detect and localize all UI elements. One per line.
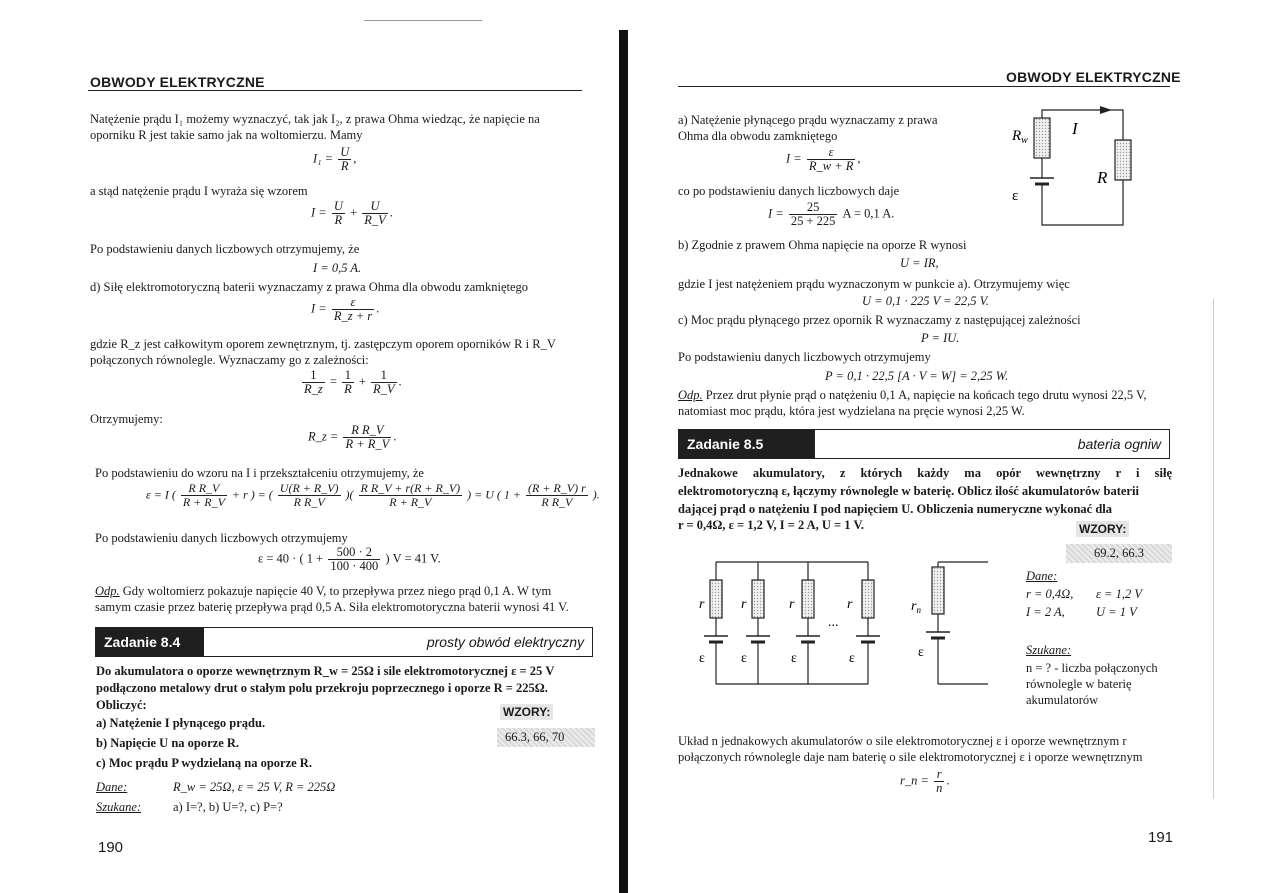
answer: samym czasie przez baterię przepływa prąd 0,5 A. Siła elektromotoryczna baterii wynosi 41 V. bbox=[95, 600, 569, 614]
label-r: r bbox=[699, 597, 705, 612]
label-r: r bbox=[847, 597, 853, 612]
label-i: I bbox=[1072, 119, 1078, 138]
equation-power-numeric: P = 0,1 · 22,5 [A · V = W] = 2,25 W. bbox=[825, 369, 1009, 383]
paragraph: połączonych równolegle daje nam baterię o sile elektromotorycznej ε i oporze wewnętrznym bbox=[678, 750, 1143, 764]
equation-current: I = $\frac{\varepsilon}{R\_w + R}$ , bbox=[786, 145, 861, 173]
right-page-header: OBWODY ELEKTRYCZNE bbox=[1006, 69, 1181, 85]
equation-emf-numeric: ε = 40 · ( 1 + $\frac{500 \cdot 2}{100 \cdot 400}$ ) V = 41 V. bbox=[258, 545, 441, 573]
equation-ohm: U = IR, bbox=[900, 256, 939, 270]
answer: natomiast moc prądu, która jest wydzielana na pręcie wynosi 2,25 W. bbox=[678, 404, 1025, 418]
left-page bbox=[0, 0, 619, 893]
equation-i: I = $\frac{U}{R}$ + $\frac{U}{R\_V}$ . bbox=[311, 199, 393, 227]
paragraph: gdzie I jest natężeniem prądu wyznaczonym w punkcie a). Otrzymujemy więc bbox=[678, 277, 1070, 291]
task-item-a: a) Natężenie I płynącego prądu. bbox=[96, 716, 266, 730]
szukane-label: Szukane: bbox=[1026, 643, 1072, 657]
paragraph: Układ n jednakowych akumulatorów o sile elektromotorycznej ε i oporze wewnętrznym r bbox=[678, 734, 1127, 748]
paragraph: co po podstawieniu danych liczbowych daje bbox=[678, 184, 900, 198]
label-rn: $r_n$ bbox=[911, 599, 921, 615]
paragraph: c) Moc prądu płynącego przez opornik R wyznaczamy z następującej zależności bbox=[678, 313, 1081, 327]
page-number: 190 bbox=[98, 839, 124, 856]
paragraph: Natężenie prądu I₁ możemy wyznaczyć, tak jak I₂, z prawa Ohma wiedząc, że napięcie na bbox=[90, 112, 540, 126]
circuit-diagram-parallel bbox=[696, 552, 1006, 697]
task-item-b: b) Napięcie U na oporze R. bbox=[96, 736, 240, 750]
paragraph: Po podstawieniu danych liczbowych otrzymujemy bbox=[95, 531, 348, 545]
equation-voltage: U = 0,1 · 225 V = 22,5 V. bbox=[862, 294, 989, 308]
left-page-header: OBWODY ELEKTRYCZNE bbox=[90, 74, 265, 90]
paragraph: połączonych równolegle. Wyznaczamy go z zależności: bbox=[90, 353, 369, 367]
task-label: Zadanie 8.4 bbox=[96, 628, 204, 656]
label-r: r bbox=[741, 597, 747, 612]
book-spine bbox=[619, 30, 628, 893]
task-header-8-4 bbox=[95, 627, 593, 657]
label-eps: ε bbox=[918, 645, 924, 660]
paragraph: gdzie R_z jest całkowitym oporem zewnętrznym, tj. zastępczym oporem oporników R i R_V bbox=[90, 337, 556, 351]
label-eps: ε bbox=[699, 651, 705, 666]
header-rule bbox=[88, 90, 582, 91]
dane-eps: ε = 1,2 V bbox=[1096, 587, 1142, 601]
paragraph: d) Siłę elektromotoryczną baterii wyznaczamy z prawa Ohma dla obwodu zamkniętego bbox=[90, 280, 529, 294]
task-text: podłączono metalowy drut o stałym polu przekroju poprzecznego i oporze R = 225Ω. bbox=[96, 681, 548, 695]
task-item-c: c) Moc prądu P wydzielaną na oporze R. bbox=[96, 756, 312, 770]
page-number: 191 bbox=[1148, 829, 1174, 846]
label-r: R bbox=[1097, 168, 1108, 187]
task-header-8-5 bbox=[678, 429, 1170, 459]
paragraph: Po podstawieniu do wzoru na I i przekształceniu otrzymujemy, że bbox=[95, 466, 424, 480]
task-label: Zadanie 8.5 bbox=[679, 430, 815, 458]
paragraph: Otrzymujemy: bbox=[90, 412, 163, 426]
equation-parallel: $\frac{1}{R\_z}$ = $\frac{1}{R}$ + $\frac{1}{R\_V}$ . bbox=[304, 368, 402, 396]
label-dots: ... bbox=[828, 615, 839, 630]
equation-emf-general: ε = I ( $\frac{\text{R R\_V}}{R + R\_V}$ + r ) = ( $\frac{U(R + R\_V)}{\text{R R\_V}}$ )( $\frac{\text{R R\_V + r(R + R\_V)}}{R + R\_V}$ ) = U ( 1 + $\frac{(R + R\_V) r}{\text{R R\_V}}$ ). bbox=[146, 481, 600, 509]
dane-label: Dane: bbox=[1026, 569, 1058, 583]
task-text: dającej prąd o natężeniu I pod napięciem U. Obliczenia numeryczne wykonać dla bbox=[678, 502, 1113, 516]
arrow-icon bbox=[1100, 106, 1112, 114]
dane-u: U = 1 V bbox=[1096, 605, 1137, 619]
paragraph: a) Natężenie płynącego prądu wyznaczamy z prawa bbox=[678, 113, 938, 127]
paragraph: Po podstawieniu danych liczbowych otrzymujemy, że bbox=[90, 242, 360, 256]
paragraph: Po podstawieniu danych liczbowych otrzymujemy bbox=[678, 350, 931, 364]
task-topic: bateria ogniw bbox=[1077, 436, 1161, 452]
szukane-label: Szukane: bbox=[96, 800, 142, 814]
paragraph: oporniku R jest takie samo jak na woltomierzu. Mamy bbox=[90, 128, 363, 142]
equation-ohm-closed: I = $\frac{\varepsilon}{R\_z + r}$ . bbox=[311, 295, 380, 323]
task-text: elektromotoryczną ε, łączymy równolegle w baterię. Oblicz ilość akumulatorów baterii bbox=[678, 484, 1139, 498]
paragraph: Ohma dla obwodu zamkniętego bbox=[678, 129, 838, 143]
equation-rn: r_n = $\frac{r}{n}$ . bbox=[900, 767, 950, 795]
equation-result: I = 0,5 A. bbox=[313, 261, 362, 275]
right-page bbox=[628, 0, 1263, 893]
wzory-values: 69.2, 66.3 bbox=[1066, 544, 1172, 563]
task-text: Jednakowe akumulatory, z których każdy ma opór wewnętrzny r i siłę bbox=[678, 466, 1172, 480]
dane-i: I = 2 A, bbox=[1026, 605, 1065, 619]
label-rw: $R_w$ bbox=[1012, 128, 1028, 146]
szukane-values: a) I=?, b) U=?, c) P=? bbox=[173, 800, 283, 814]
equation-i1: I₁ = $\frac{U}{R}$ , bbox=[313, 145, 357, 173]
task-text: Obliczyć: bbox=[96, 698, 147, 712]
equation-power: P = IU. bbox=[921, 331, 960, 345]
dane-values: R_w = 25Ω, ε = 25 V, R = 225Ω bbox=[173, 780, 336, 794]
label-eps: ε bbox=[791, 651, 797, 666]
szukane-text: akumulatorów bbox=[1026, 693, 1099, 707]
dane-r: r = 0,4Ω, bbox=[1026, 587, 1074, 601]
task-topic: prosty obwód elektryczny bbox=[426, 634, 584, 650]
paragraph: b) Zgodnie z prawem Ohma napięcie na oporze R wynosi bbox=[678, 238, 967, 252]
label-r: r bbox=[789, 597, 795, 612]
szukane-text: n = ? - liczba połączonych bbox=[1026, 661, 1158, 675]
resistor-rw-shape bbox=[1034, 118, 1050, 158]
paragraph: a stąd natężenie prądu I wyraża się wzorem bbox=[90, 184, 308, 198]
header-rule bbox=[678, 86, 1170, 87]
circuit-diagram-simple bbox=[1002, 100, 1152, 235]
szukane-text: równolegle w baterię bbox=[1026, 677, 1132, 691]
label-eps: ε bbox=[741, 651, 747, 666]
label-eps: ε bbox=[849, 651, 855, 666]
answer: Odp. Gdy woltomierz pokazuje napięcie 40 V, to przepływa przez niego prąd 0,1 A. W tym bbox=[95, 584, 552, 598]
answer: Odp. Przez drut płynie prąd o natężeniu 0,1 A, napięcie na końcach tego drutu wynosi 22,5 V, bbox=[678, 388, 1147, 402]
equation-current-numeric: I = $\frac{25}{25 + 225}$ A = 0,1 A. bbox=[768, 200, 895, 228]
resistor-r-shape bbox=[1115, 140, 1131, 180]
wzory-label: WZORY: bbox=[1076, 521, 1129, 537]
wzory-values: 66.3, 66, 70 bbox=[497, 728, 595, 747]
task-text: r = 0,4Ω, ε = 1,2 V, I = 2 A, U = 1 V. bbox=[678, 518, 864, 532]
dane-label: Dane: bbox=[96, 780, 128, 794]
task-text: Do akumulatora o oporze wewnętrznym R_w = 25Ω i sile elektromotorycznej ε = 25 V bbox=[96, 664, 555, 678]
wzory-label: WZORY: bbox=[500, 704, 553, 720]
label-eps: ε bbox=[1012, 188, 1019, 204]
equation-rz: R_z = $\frac{\text{R R\_V}}{R + R\_V}$ . bbox=[308, 423, 397, 451]
